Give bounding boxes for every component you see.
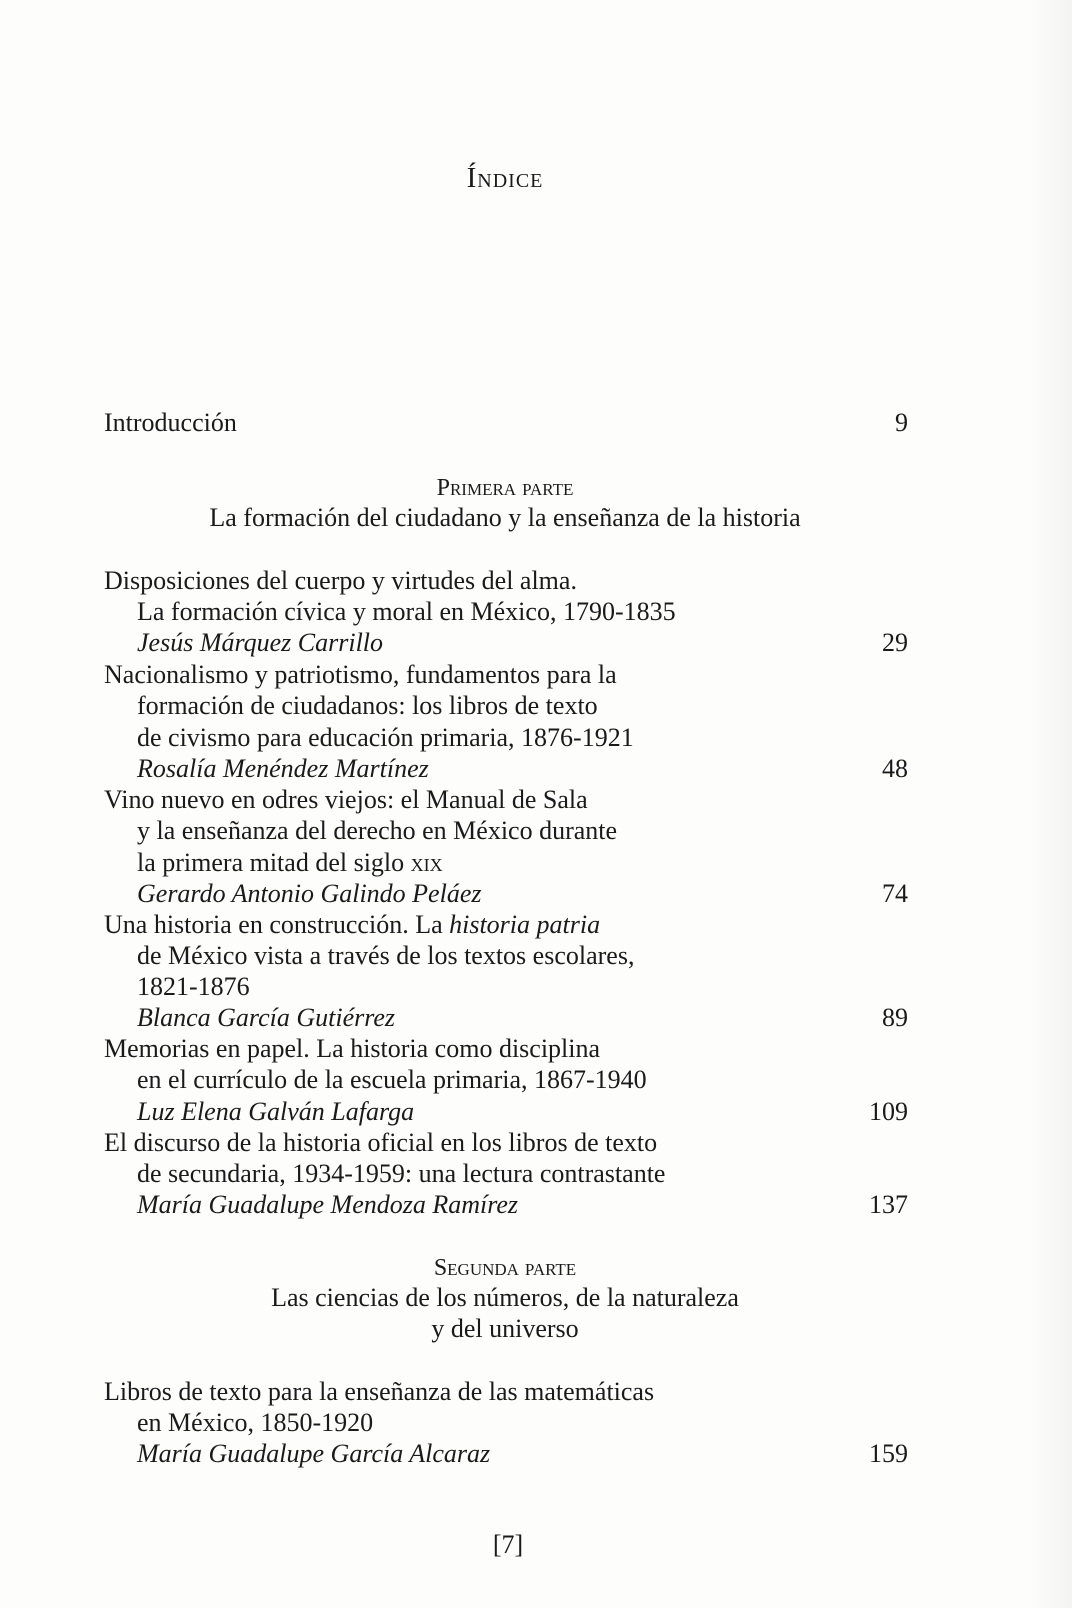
toc-entry-3-line-3-text: la primera mitad del siglo [137,848,405,877]
toc-entry-3-author: Gerardo Antonio Galindo Peláez [137,879,482,908]
toc-entry-6-page: 137 [869,1190,908,1219]
page-edge-shadow [1032,0,1072,1608]
toc-entry-3-line-1: Vino nuevo en odres viejos: el Manual de Sala [104,785,588,814]
toc-entry-4-line-1-text: Una historia en construcción. La [104,910,443,939]
toc-entry-4-line-2: de México vista a través de los textos escolares, [137,941,635,970]
toc-entry-2-author: Rosalía Menéndez Martínez [137,754,429,783]
toc-entry-6-line-1: El discurso de la historia oficial en los libros de texto [104,1128,658,1157]
toc-entry-1-line-2: La formación cívica y moral en México, 1790-1835 [137,597,676,626]
toc-entry-2-line-1: Nacionalismo y patriotismo, fundamentos para la [104,660,617,689]
toc-entry-4-line-3: 1821-1876 [137,972,250,1001]
toc-entry-5-line-1: Memorias en papel. La historia como disciplina [104,1034,601,1063]
part2-subtitle-line-1: Las ciencias de los números, de la naturaleza [271,1283,739,1312]
toc-entry-2-line-3: de civismo para educación primaria, 1876-1921 [137,723,634,752]
toc-entry-3-line-2: y la enseñanza del derecho en México durante [137,816,618,845]
toc-entry-4-page: 89 [882,1003,908,1032]
toc-entry-3-page: 74 [882,879,908,908]
page-folio: [7] [492,1530,524,1559]
part1-heading: Primera parte [436,475,574,501]
part2-subtitle-line-2: y del universo [431,1314,579,1343]
toc-entry-2-page: 48 [882,754,908,783]
toc-intro-label: Introducción [104,408,237,437]
toc-entry-7-author: María Guadalupe García Alcaraz [137,1439,491,1468]
toc-intro-page: 9 [895,408,908,437]
century-numeral: xix [410,848,443,877]
part2-heading: Segunda parte [433,1255,577,1281]
toc-entry-2-line-2: formación de ciudadanos: los libros de texto [137,691,598,720]
toc-entry-5-author: Luz Elena Galván Lafarga [137,1097,415,1126]
toc-entry-1-author: Jesús Márquez Carrillo [137,628,384,657]
toc-entry-4-line-1 [104,910,600,940]
toc-entry-6-line-2: de secundaria, 1934-1959: una lectura contrastante [137,1159,666,1188]
toc-entry-3-line-3 [137,848,443,878]
toc-entry-5-line-2: en el currículo de la escuela primaria, 1867-1940 [137,1065,647,1094]
toc-entry-7-line-2: en México, 1850-1920 [137,1408,374,1437]
toc-entry-1-page: 29 [882,628,908,657]
toc-entry-4-author: Blanca García Gutiérrez [137,1003,396,1032]
part1-subtitle: La formación del ciudadano y la enseñanza de la historia [209,503,801,532]
toc-entry-7-line-1: Libros de texto para la enseñanza de las matemáticas [104,1377,655,1406]
toc-entry-1-line-1: Disposiciones del cuerpo y virtudes del alma. [104,566,577,595]
toc-entry-4-italic-phrase: historia patria [449,910,601,939]
page-title: Índice [466,162,544,194]
toc-entry-6-author: María Guadalupe Mendoza Ramírez [137,1190,519,1219]
toc-entry-7-page: 159 [869,1439,908,1468]
toc-entry-5-page: 109 [869,1097,908,1126]
